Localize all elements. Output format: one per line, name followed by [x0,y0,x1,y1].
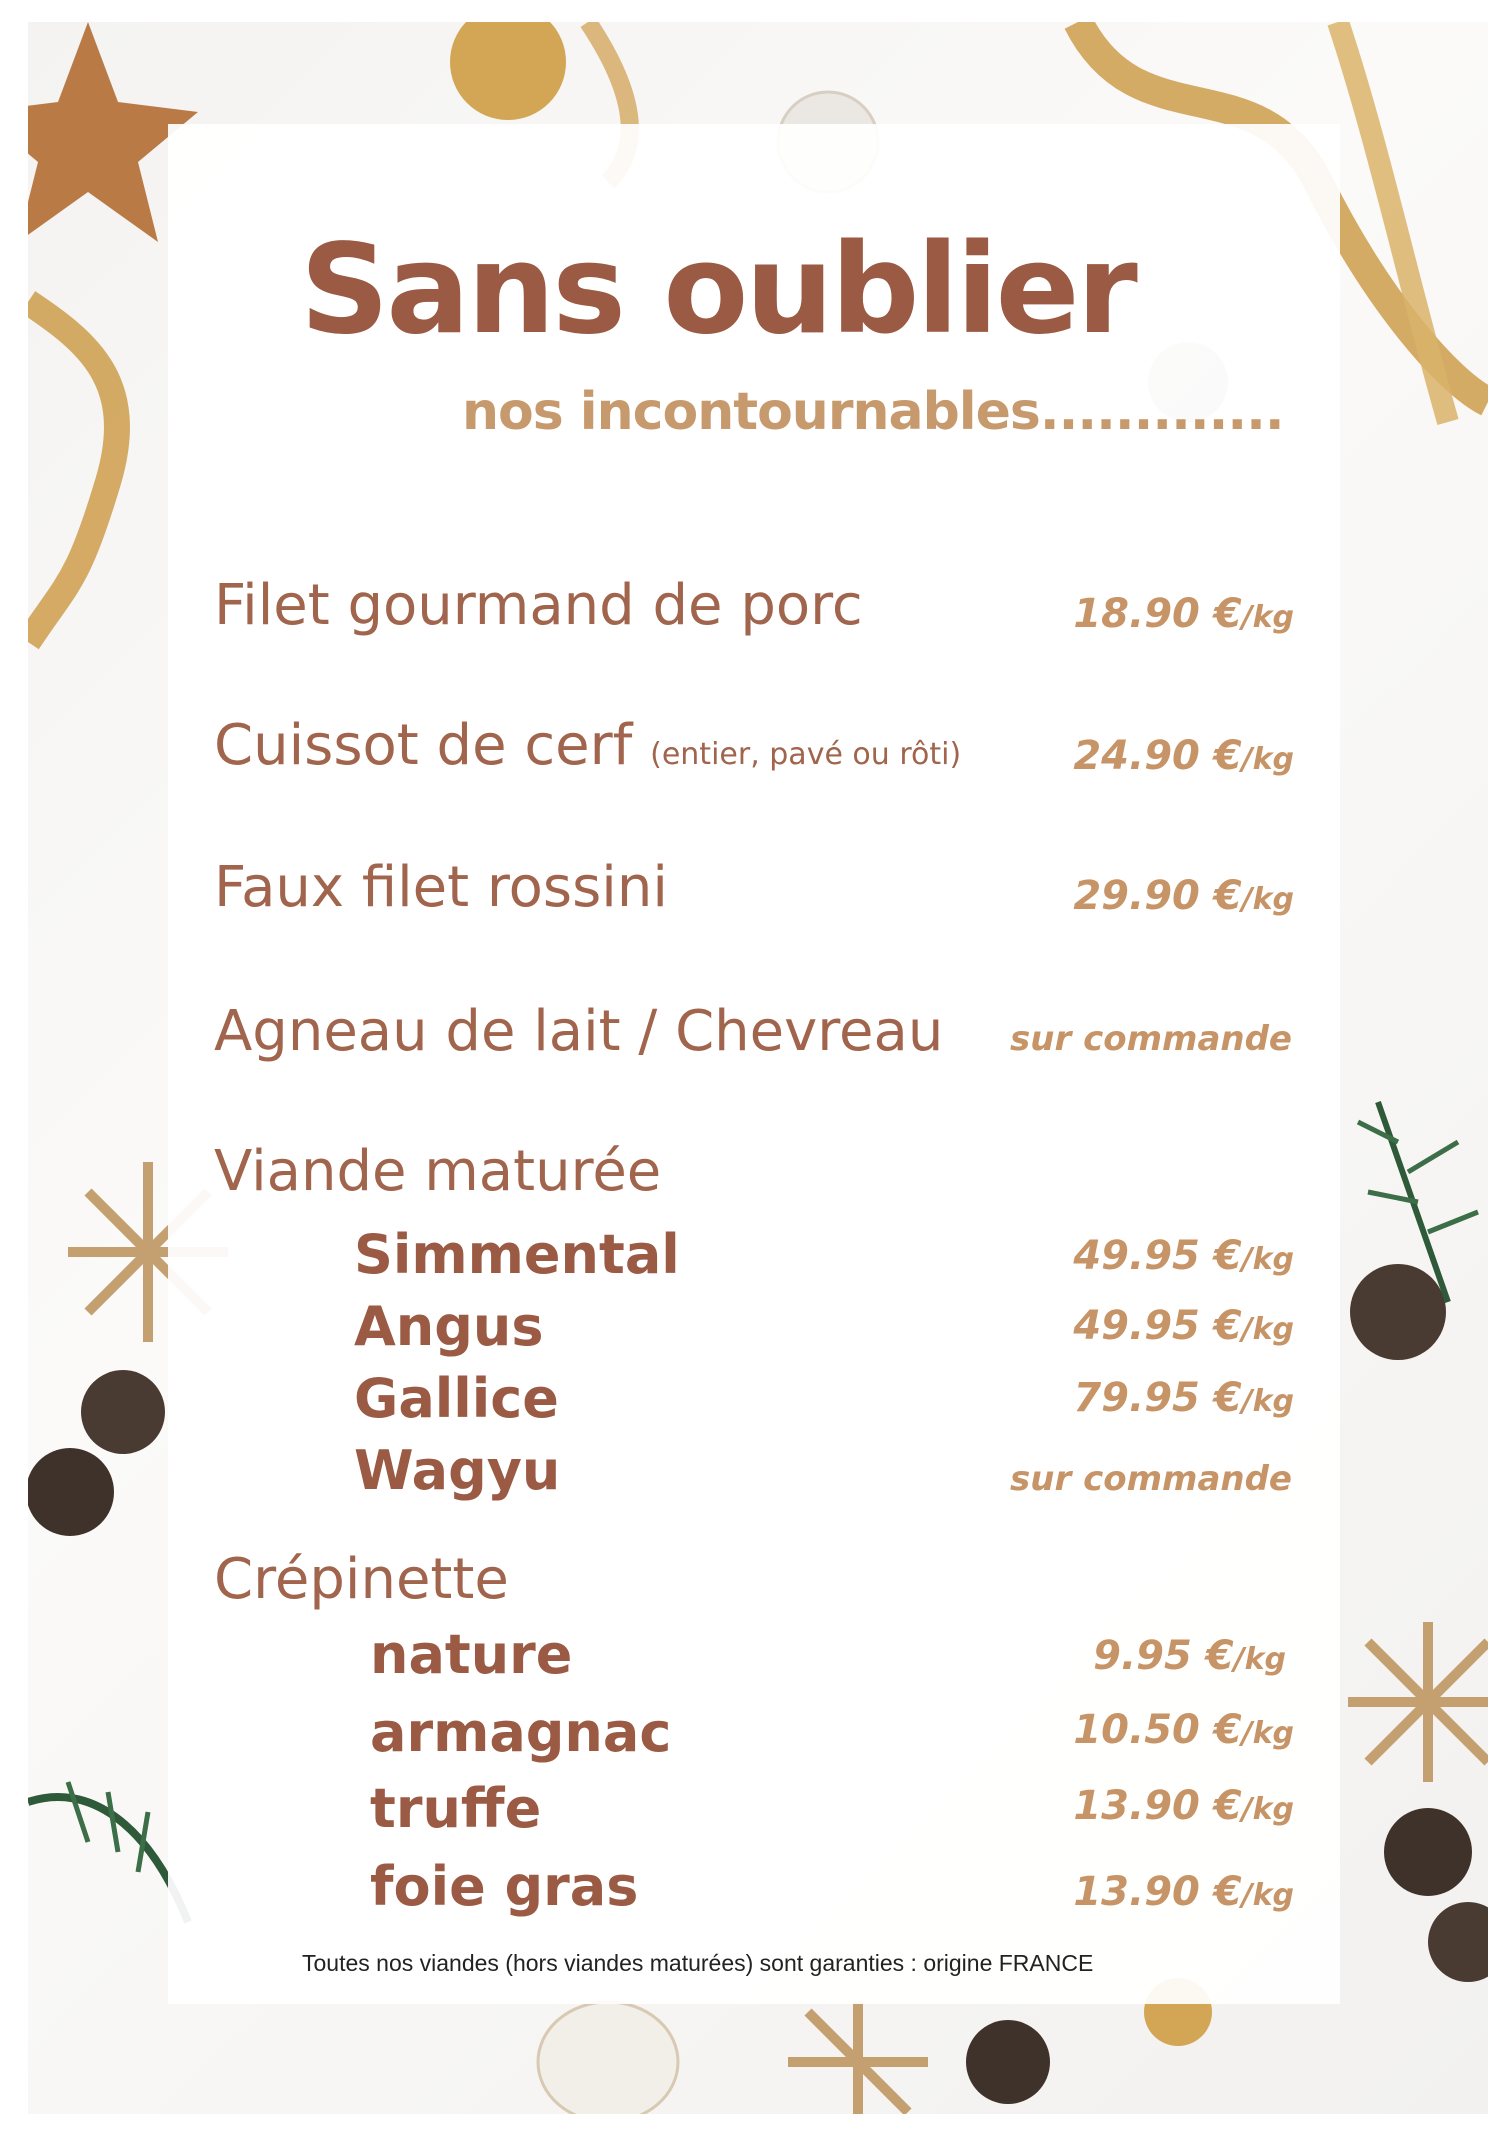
crepinette-item-name: foie gras [370,1855,639,1918]
matured-item-price: 79.95 €/kg [1073,1375,1294,1421]
matured-item-name: Simmental [354,1223,680,1286]
crepinette-item-price: 9.95 €/kg [1093,1633,1286,1679]
matured-item-name: Angus [354,1295,544,1358]
matured-item-name: Wagyu [354,1439,561,1502]
crepinette-item-price: 13.90 €/kg [1073,1783,1294,1829]
section-heading-matured: Viande maturée [214,1139,662,1204]
menu-item-name: Faux filet rossini [214,855,668,920]
on-order-label: sur commande [1010,1459,1292,1499]
crepinette-item-name: nature [370,1623,573,1686]
menu-item-price: 29.90 €/kg [1073,873,1294,919]
crepinette-item-name: truffe [370,1777,542,1840]
crepinette-item-name: armagnac [370,1701,672,1764]
on-order-label: sur commande [1010,1019,1292,1059]
section-heading-crepinette: Crépinette [214,1547,509,1612]
page-subtitle: nos incontournables............. [462,382,1284,442]
menu-item-name: Cuissot de cerf (entier, pavé ou rôti) [214,713,962,778]
origin-footnote: Toutes nos viandes (hors viandes maturées) sont garanties : origine FRANCE [302,1950,1094,1976]
menu-item-price: 18.90 €/kg [1073,591,1294,637]
matured-item-name: Gallice [354,1367,559,1430]
page-title: Sans oublier [300,218,1135,362]
crepinette-item-price: 10.50 €/kg [1073,1707,1294,1753]
menu-item-name: Agneau de lait / Chevreau [214,999,944,1064]
matured-item-price: 49.95 €/kg [1073,1303,1294,1349]
matured-item-price: 49.95 €/kg [1073,1233,1294,1279]
menu-item-price: 24.90 €/kg [1073,733,1294,779]
menu-item-name: Filet gourmand de porc [214,573,863,638]
crepinette-item-price: 13.90 €/kg [1073,1869,1294,1915]
menu-item-note: (entier, pavé ou rôti) [650,737,962,772]
